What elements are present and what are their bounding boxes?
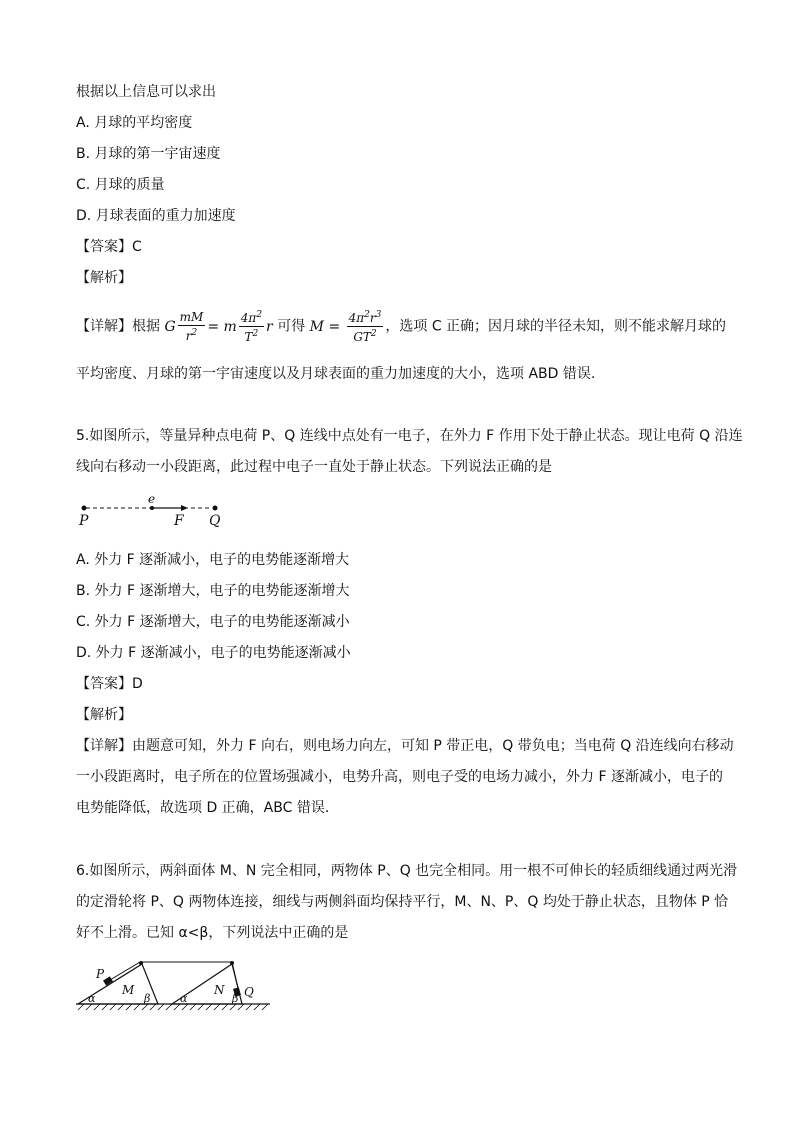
label-alpha-1: α	[88, 992, 96, 1005]
string-right	[232, 962, 238, 988]
pulley-right	[230, 961, 234, 965]
q5-detail-line3: 电势能降低，故选项 D 正确，ABC 错误.	[76, 800, 330, 816]
string	[110, 962, 140, 980]
q4-formula-1: G $\frac{mM}{r^2}$ = m $\frac{4\pi^2}{T^2}$ r	[164, 309, 273, 344]
q4-detail-prefix: 【详解】根据	[76, 318, 160, 335]
pulley-left	[139, 961, 143, 965]
block-p	[103, 976, 113, 985]
q4-option-a: A. 月球的平均密度	[76, 115, 193, 131]
q5-detail-line1: 【详解】由题意可知，外力 F 向右，则电场力向左，可知 P 带正电，Q 带负电；当电荷 Q 沿连线向右移动	[76, 738, 734, 754]
q4-analysis-label: 【解析】	[76, 270, 132, 286]
q5-option-d: D. 外力 F 逐渐减小，电子的电势能逐渐减小	[76, 645, 351, 661]
label-beta-2: β	[232, 992, 239, 1005]
q5-stem-line2: 线向右移动一小段距离，此过程中电子一直处于静止状态。下列说法正确的是	[76, 459, 552, 475]
label-q: Q	[244, 985, 254, 999]
force-arrowhead	[181, 505, 188, 511]
q4-answer: 【答案】C	[76, 239, 142, 255]
label-alpha-2: α	[180, 992, 188, 1005]
ground-hatching	[78, 1004, 268, 1010]
q6-figure	[74, 956, 274, 1016]
q6-stem-line3: 好不上滑。已知 α<β，下列说法中正确的是	[76, 925, 349, 941]
label-n: N	[214, 983, 225, 997]
q4-detail-line1	[76, 308, 726, 345]
q5-option-a: A. 外力 F 逐渐减小，电子的电势能逐渐增大	[76, 552, 350, 568]
electron-dot	[150, 506, 154, 510]
q5-figure	[72, 492, 242, 532]
q5-answer: 【答案】D	[76, 676, 143, 692]
q4-detail-mid: 可得	[277, 318, 306, 335]
q6-stem-line1: 6.如图所示，两斜面体 M、N 完全相同，两物体 P、Q 也完全相同。用一根不可伸长的轻质细线通过两光滑	[76, 863, 738, 879]
q4-stem-end: 根据以上信息可以求出	[76, 84, 216, 100]
q4-formula-2: M = $\frac{4\pi^2r^3}{GT^2}$	[309, 310, 382, 344]
q5-stem-line1: 5.如图所示，等量异种点电荷 P、Q 连线中点处有一电子，在外力 F 作用下处于静止状态。现让电荷 Q 沿连	[76, 428, 743, 444]
q6-stem-line2: 的定滑轮将 P、Q 两物体连接，细线与两侧斜面均保持平行，M、N、P、Q 均处于静止状态，且物体 P 恰	[76, 894, 729, 910]
q5-detail-line2: 一小段距离时，电子所在的位置场强减小，电势升高，则电子受的电场力减小，外力 F 逐渐减小，电子的	[76, 769, 723, 785]
label-beta-1: β	[144, 992, 151, 1005]
q5-option-c: C. 外力 F 逐渐增大，电子的电势能逐渐减小	[76, 614, 350, 630]
charge-p-dot	[82, 506, 87, 511]
label-q: Q	[209, 513, 221, 529]
q5-option-b: B. 外力 F 逐渐增大，电子的电势能逐渐增大	[76, 583, 350, 599]
label-p: P	[96, 967, 105, 981]
label-e: e	[148, 492, 156, 506]
label-m: M	[122, 983, 135, 997]
label-f: F	[174, 513, 184, 529]
q5-analysis-label: 【解析】	[76, 707, 132, 723]
charge-q-dot	[213, 506, 218, 511]
q4-option-c: C. 月球的质量	[76, 177, 165, 193]
q4-option-d: D. 月球表面的重力加速度	[76, 208, 236, 224]
q4-detail-line2: 平均密度、月球的第一宇宙速度以及月球表面的重力加速度的大小，选项 ABD 错误.	[76, 366, 596, 382]
q4-option-b: B. 月球的第一宇宙速度	[76, 146, 221, 162]
q4-detail-after: ，选项 C 正确；因月球的半径未知，则不能求解月球的	[385, 318, 727, 335]
label-p: P	[79, 513, 89, 529]
